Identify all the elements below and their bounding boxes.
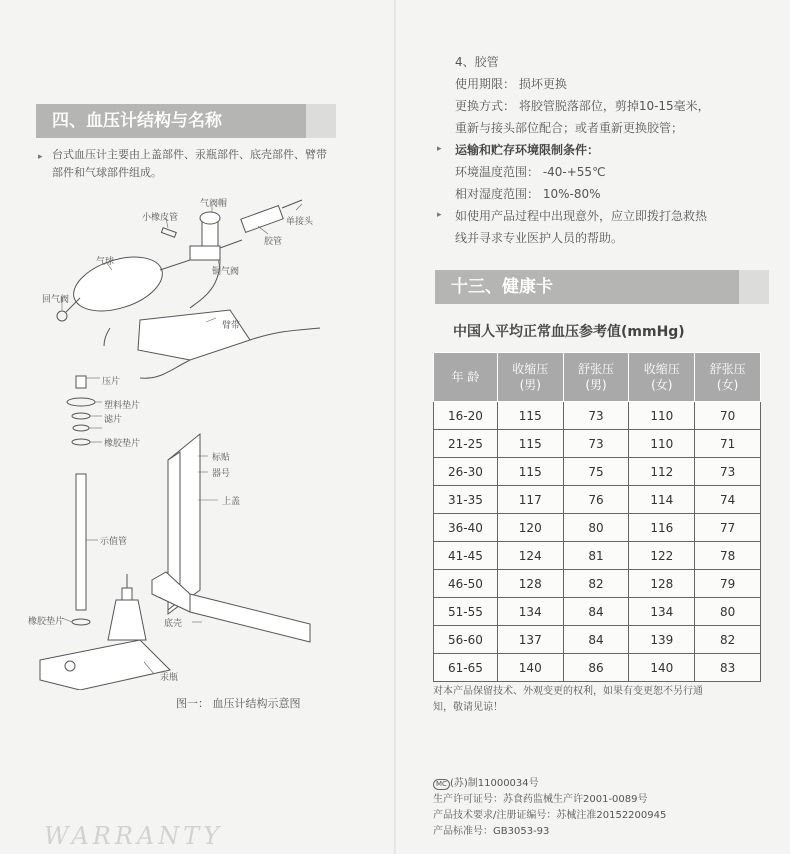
cell-diastolic-male: 76 xyxy=(563,486,629,514)
label-press-plate: 压片 xyxy=(102,377,121,387)
cell-diastolic-male: 84 xyxy=(563,626,629,654)
label-cuff: 臂带 xyxy=(222,321,241,331)
cell-systolic-male: 124 xyxy=(497,542,563,570)
cell-systolic-male: 115 xyxy=(497,458,563,486)
table-row xyxy=(434,430,761,458)
bullet-icon: ▸ xyxy=(38,152,43,162)
footer-line1 xyxy=(433,776,539,791)
cell-systolic-female: 134 xyxy=(629,598,695,626)
cell-systolic-female: 140 xyxy=(629,654,695,682)
cell-diastolic-male: 75 xyxy=(563,458,629,486)
cell-systolic-female: 116 xyxy=(629,514,695,542)
cell-systolic-female: 112 xyxy=(629,458,695,486)
cell-age: 41-45 xyxy=(434,542,498,570)
cell-diastolic-female: 79 xyxy=(695,570,761,598)
cell-diastolic-female: 74 xyxy=(695,486,761,514)
blood-pressure-table xyxy=(433,352,761,682)
temperature-range: 环境温度范围： -40-+55℃ xyxy=(455,165,606,179)
label-base-shell: 底壳 xyxy=(164,619,183,629)
accident-line2: 线并寻求专业医护人员的帮助。 xyxy=(455,231,624,245)
table-row xyxy=(434,570,761,598)
cell-diastolic-female: 78 xyxy=(695,542,761,570)
cell-diastolic-female: 77 xyxy=(695,514,761,542)
cell-age: 26-30 xyxy=(434,458,498,486)
cell-age: 16-20 xyxy=(434,402,498,430)
footer-line2: 生产许可证号：苏食药监械生产许2001-0089号 xyxy=(433,794,648,805)
cell-diastolic-female: 80 xyxy=(695,598,761,626)
disclaimer-line2: 知，敬请见谅！ xyxy=(433,702,503,713)
label-mercury-bottle: 汞瓶 xyxy=(160,673,179,683)
cell-age: 46-50 xyxy=(434,570,498,598)
accident-line1: 如使用产品过程中出现意外，应立即拨打急救热 xyxy=(455,209,708,223)
manufacturing-license: (苏)制11000034号 xyxy=(449,778,539,789)
header-diastolic-male: 舒张压 (男) xyxy=(563,353,629,402)
table-row xyxy=(434,542,761,570)
footer-line3: 产品技术要求/注册证编号：苏械注准20152200945 xyxy=(433,810,667,821)
transport-title: 运输和贮存环境限制条件： xyxy=(455,143,600,157)
intro-text: 台式血压计主要由上盖部件、汞瓶部件、底壳部件、臂带部件和气球部件组成。 xyxy=(52,148,327,179)
label-air-valve-cap: 气阀帽 xyxy=(200,199,228,209)
bullet-icon: ▸ xyxy=(437,210,442,220)
cell-systolic-female: 139 xyxy=(629,626,695,654)
label-small-rubber-tube: 小橡皮管 xyxy=(142,213,179,223)
label-device-number: 器号 xyxy=(212,469,231,479)
section-banner-health-card xyxy=(435,270,769,304)
table-row xyxy=(434,458,761,486)
cell-systolic-male: 120 xyxy=(497,514,563,542)
structure-diagram xyxy=(20,190,340,690)
cell-systolic-male: 128 xyxy=(497,570,563,598)
table-row xyxy=(434,654,761,682)
label-single-connector: 单接头 xyxy=(286,217,314,227)
cell-diastolic-male: 82 xyxy=(563,570,629,598)
item4-title: 4、胶管 xyxy=(455,55,499,69)
cell-systolic-male: 115 xyxy=(497,402,563,430)
section-banner-structure xyxy=(36,104,336,138)
cell-systolic-male: 137 xyxy=(497,626,563,654)
label-top-cover: 上盖 xyxy=(222,497,241,507)
cell-age: 36-40 xyxy=(434,514,498,542)
cell-age: 56-60 xyxy=(434,626,498,654)
cell-systolic-female: 110 xyxy=(629,430,695,458)
cell-diastolic-male: 84 xyxy=(563,598,629,626)
disclaimer xyxy=(433,684,773,716)
cell-diastolic-female: 70 xyxy=(695,402,761,430)
label-bulb: 气球 xyxy=(96,257,115,267)
label-return-valve: 回气阀 xyxy=(42,295,70,305)
cell-systolic-female: 122 xyxy=(629,542,695,570)
cell-age: 61-65 xyxy=(434,654,498,682)
label-rubber-gasket-bottom: 橡胶垫片 xyxy=(28,617,65,627)
cell-diastolic-male: 86 xyxy=(563,654,629,682)
cell-age: 51-55 xyxy=(434,598,498,626)
header-systolic-female: 收缩压 (女) xyxy=(629,353,695,402)
cell-systolic-male: 140 xyxy=(497,654,563,682)
bulb-shape xyxy=(67,247,169,321)
label-plastic-gasket: 塑料垫片 xyxy=(104,401,141,411)
cell-systolic-female: 110 xyxy=(629,402,695,430)
table-row xyxy=(434,486,761,514)
right-page xyxy=(395,0,790,854)
cell-diastolic-male: 80 xyxy=(563,514,629,542)
warranty-watermark: WARRANTY xyxy=(44,822,224,850)
item4-replace-line2: 重新与接头部位配合；或者重新更换胶管； xyxy=(455,121,684,135)
cell-age: 21-25 xyxy=(434,430,498,458)
table-header-row xyxy=(434,353,761,402)
cell-systolic-female: 114 xyxy=(629,486,695,514)
table-body xyxy=(434,402,761,682)
cell-systolic-male: 115 xyxy=(497,430,563,458)
table-row xyxy=(434,598,761,626)
cell-systolic-male: 134 xyxy=(497,598,563,626)
section-title: 四、血压计结构与名称 xyxy=(52,111,222,131)
cell-systolic-female: 128 xyxy=(629,570,695,598)
table-title: 中国人平均正常血压参考值(mmHg) xyxy=(453,324,685,340)
bullet-icon: ▸ xyxy=(437,144,442,154)
disclaimer-line1: 对本产品保留技术、外观变更的权利，如果有变更恕不另行通 xyxy=(433,686,703,697)
label-indicator-tube: 示值管 xyxy=(100,537,128,547)
cell-diastolic-female: 71 xyxy=(695,430,761,458)
cell-diastolic-female: 73 xyxy=(695,458,761,486)
label-hose: 胶管 xyxy=(264,237,283,247)
table-row xyxy=(434,514,761,542)
item4-period: 使用期限： 损坏更换 xyxy=(455,77,567,91)
footer-line4: 产品标准号：GB3053-93 xyxy=(433,826,550,837)
mc-mark-icon: MC xyxy=(433,779,450,790)
cell-diastolic-male: 81 xyxy=(563,542,629,570)
table-row xyxy=(434,402,761,430)
label-filter: 滤片 xyxy=(104,415,123,425)
label-rubber-gasket: 橡胶垫片 xyxy=(104,439,141,449)
label-scale: 标贴 xyxy=(212,453,231,463)
diagram-caption: 图一： 血压计结构示意图 xyxy=(176,697,301,710)
cell-diastolic-female: 83 xyxy=(695,654,761,682)
header-systolic-male: 收缩压 (男) xyxy=(497,353,563,402)
label-copper-valve: 铜气阀 xyxy=(212,267,240,277)
header-diastolic-female: 舒张压 (女) xyxy=(695,353,761,402)
cell-diastolic-male: 73 xyxy=(563,402,629,430)
header-age: 年 龄 xyxy=(434,353,498,402)
cell-diastolic-male: 73 xyxy=(563,430,629,458)
humidity-range: 相对湿度范围： 10%-80% xyxy=(455,187,601,201)
cell-systolic-male: 117 xyxy=(497,486,563,514)
table-row xyxy=(434,626,761,654)
cell-diastolic-female: 82 xyxy=(695,626,761,654)
cell-age: 31-35 xyxy=(434,486,498,514)
section-title: 十三、健康卡 xyxy=(451,277,553,297)
item4-replace-line1: 更换方式： 将胶管脱落部位，剪掉10-15毫米， xyxy=(455,99,710,113)
